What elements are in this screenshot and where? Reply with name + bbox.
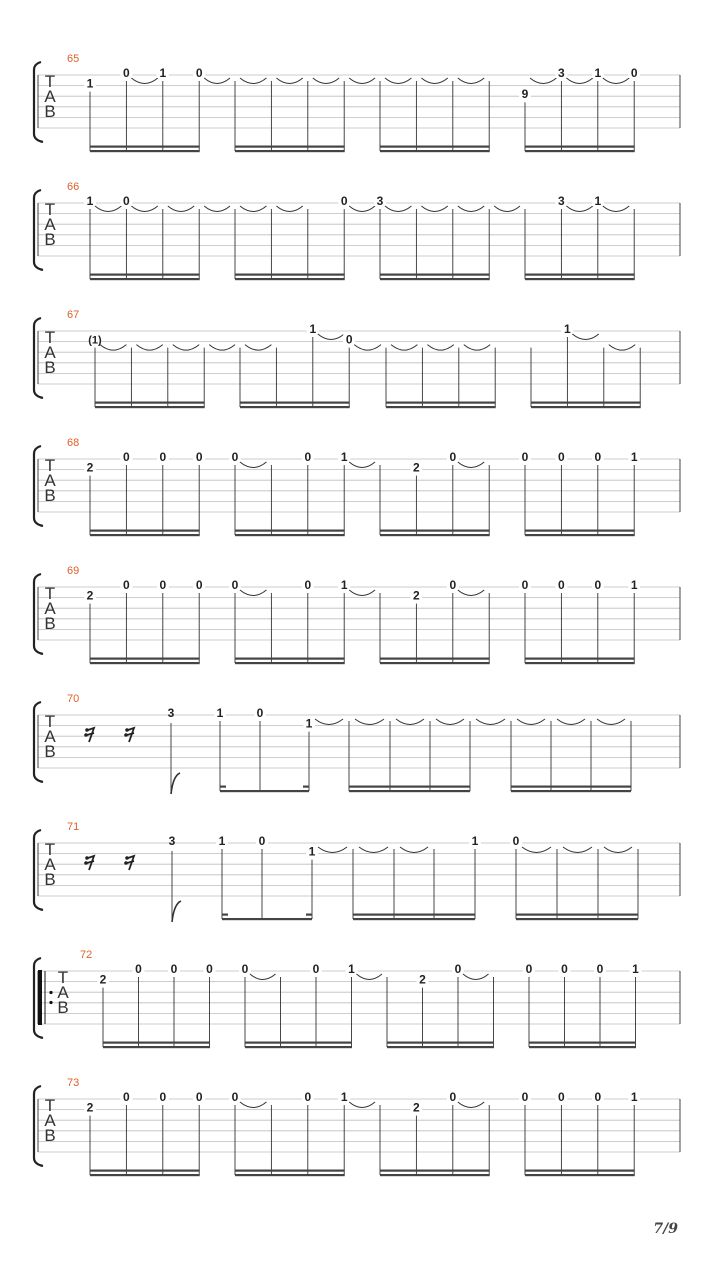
repeat-dot: [49, 1001, 52, 1004]
measure-number: 72: [80, 949, 93, 961]
fret-number: 0: [195, 450, 203, 464]
tie-arc: [315, 719, 343, 725]
tie-arc: [100, 345, 126, 351]
beam: [90, 662, 200, 664]
beam: [380, 530, 490, 532]
tie-arc: [354, 345, 381, 351]
beam: [235, 534, 345, 536]
tie-arc: [464, 345, 490, 351]
fret-number: 0: [525, 962, 533, 976]
fret-number: 2: [86, 460, 94, 475]
beam: [380, 534, 490, 536]
beam: [380, 274, 490, 276]
fret-number: 0: [558, 1090, 565, 1104]
fret-number: 0: [170, 962, 178, 976]
rest-dot: [84, 861, 88, 865]
fret-number: 0: [521, 1090, 529, 1104]
tie-arc: [458, 206, 484, 212]
rest-dot: [85, 728, 89, 732]
tie-arc: [396, 719, 424, 725]
beam: [380, 146, 490, 148]
beam: [525, 150, 635, 152]
beam: [90, 534, 200, 536]
fret-number: 1: [348, 962, 355, 976]
fret-number: 1: [632, 962, 639, 976]
tie-arc: [276, 206, 302, 212]
fret-number: 0: [561, 962, 568, 976]
tie-arc: [458, 78, 484, 84]
beam: [240, 406, 350, 408]
rest-dot: [85, 856, 89, 860]
tie-arc: [421, 206, 447, 212]
tie-arc: [245, 345, 271, 351]
fret-number: 3: [558, 194, 565, 208]
tie-arc: [609, 345, 635, 351]
fret-number: 0: [159, 1090, 167, 1104]
tie-arc: [522, 847, 551, 853]
tie-arc: [173, 345, 199, 351]
rest-dot: [125, 856, 129, 860]
tab-clef-letter: A: [44, 471, 56, 490]
fret-number: 0: [449, 578, 457, 592]
tab-clef-letter: B: [44, 358, 56, 377]
fret-number: 1: [564, 322, 571, 336]
beam: [525, 658, 635, 660]
beam: [529, 1046, 636, 1048]
tie-arc: [391, 345, 417, 351]
fret-number: 2: [413, 588, 420, 603]
beam: [531, 406, 641, 408]
beam: [90, 150, 200, 152]
tie-arc: [400, 847, 428, 853]
beam: [103, 1046, 210, 1048]
tie-arc: [458, 590, 484, 596]
beam: [90, 274, 200, 276]
beam: [235, 274, 345, 276]
tie-arc: [357, 974, 383, 980]
fret-number: 0: [594, 578, 602, 592]
beam: [349, 790, 470, 792]
beam: [349, 786, 470, 788]
beam: [380, 662, 490, 664]
tab-clef-letter: T: [44, 72, 56, 91]
tie-arc: [436, 719, 464, 725]
tie-arc: [349, 78, 375, 84]
beam: [380, 658, 490, 660]
tie-arc: [563, 847, 592, 853]
tab-clef-letter: B: [44, 1126, 56, 1145]
tie-arc: [209, 345, 235, 351]
fret-number: 0: [256, 706, 264, 720]
beam: [380, 150, 490, 152]
fret-number: 0: [241, 962, 249, 976]
fret-number: 0: [304, 1090, 312, 1104]
fret-number: 0: [340, 194, 348, 208]
fret-number: 0: [512, 834, 520, 848]
measure-number: 71: [67, 821, 80, 833]
tab-clef-letter: A: [57, 983, 69, 1002]
tie-arc: [349, 590, 375, 596]
note-flag: [171, 773, 180, 794]
fret-number: 0: [521, 450, 529, 464]
rest-dot: [84, 733, 88, 737]
rest-dot: [124, 861, 128, 865]
beam: [222, 918, 312, 920]
fret-number: 0: [159, 578, 167, 592]
staff-system: [34, 693, 680, 794]
tie-arc: [240, 78, 266, 84]
beam: [90, 1170, 200, 1172]
fret-number: 3: [376, 194, 384, 208]
tie-arc: [318, 847, 347, 853]
tie-arc: [250, 974, 276, 980]
beam: [90, 530, 200, 532]
beam: [235, 146, 345, 148]
tie-arc: [204, 206, 230, 212]
fret-number: 2: [413, 460, 420, 475]
tie-arc: [603, 206, 629, 212]
rest-dot: [125, 728, 129, 732]
tab-clef-letter: T: [44, 200, 56, 219]
beam: [95, 402, 205, 404]
beam: [525, 278, 635, 280]
tie-arc: [276, 78, 302, 84]
beam: [220, 790, 309, 792]
tie-arc: [349, 206, 375, 212]
fret-number: 0: [123, 1090, 130, 1104]
tab-clef-letter: A: [44, 599, 56, 618]
tab-clef-letter: B: [44, 102, 56, 121]
fret-number: 0: [206, 962, 213, 976]
fret-number: 1: [305, 716, 313, 731]
beam: [90, 278, 200, 280]
beam: [90, 1174, 200, 1176]
beam: [380, 1174, 490, 1176]
beam: [387, 1046, 494, 1048]
beam: [525, 146, 635, 148]
fret-number: 0: [231, 450, 239, 464]
fret-number: 0: [231, 1090, 239, 1104]
tie-arc: [240, 462, 266, 468]
tie-arc: [530, 78, 556, 84]
staff-system: [34, 53, 680, 152]
beam: [220, 786, 226, 788]
beam: [353, 918, 475, 920]
fret-number: (1): [88, 334, 102, 347]
fret-number: 1: [86, 194, 94, 208]
tie-arc: [318, 334, 344, 340]
tab-clef-letter: B: [44, 614, 56, 633]
beam: [525, 274, 635, 276]
fret-number: 2: [86, 588, 94, 603]
beam: [90, 146, 200, 148]
tab-clef-letter: B: [44, 870, 56, 889]
tab-clef-letter: A: [44, 215, 56, 234]
tie-arc: [463, 974, 489, 980]
tie-arc: [349, 1102, 375, 1108]
beam: [235, 1174, 345, 1176]
beam: [380, 278, 490, 280]
page-number: 7/9: [653, 1221, 678, 1237]
beam: [525, 534, 635, 536]
tie-arc: [597, 719, 625, 725]
note-flag: [172, 901, 181, 922]
measure-number: 70: [67, 693, 80, 705]
tab-clef-letter: T: [44, 456, 56, 475]
fret-number: 9: [521, 87, 529, 102]
beam: [235, 658, 345, 660]
tie-arc: [557, 719, 585, 725]
beam: [303, 786, 309, 788]
beam: [90, 658, 200, 660]
beam: [531, 402, 641, 404]
fret-number: 3: [167, 706, 175, 720]
staff-system: [34, 181, 680, 280]
tie-arc: [458, 1102, 484, 1108]
tab-clef-letter: T: [44, 1096, 56, 1115]
beam: [380, 1170, 490, 1172]
fret-number: 1: [630, 450, 638, 464]
fret-number: 0: [123, 66, 130, 80]
tie-arc: [566, 206, 592, 212]
staff-system: [34, 821, 680, 922]
fret-number: 0: [195, 66, 203, 80]
tie-arc: [566, 78, 592, 84]
tie-arc: [240, 206, 266, 212]
fret-number: 1: [159, 66, 167, 80]
tie-arc: [355, 719, 384, 725]
tie-arc: [204, 78, 230, 84]
beam: [525, 530, 635, 532]
fret-number: 1: [630, 1090, 638, 1104]
fret-number: 3: [168, 834, 176, 848]
tie-arc: [95, 206, 121, 212]
fret-number: 1: [216, 706, 224, 720]
fret-number: 1: [218, 834, 226, 848]
tab-clef-letter: T: [57, 968, 69, 987]
beam: [525, 662, 635, 664]
fret-number: 0: [304, 450, 312, 464]
staff-system: [34, 949, 680, 1048]
tie-arc: [131, 78, 157, 84]
fret-number: 0: [123, 194, 130, 208]
tie-arc: [476, 719, 505, 725]
rest-dot: [124, 733, 128, 737]
fret-number: 2: [419, 972, 426, 987]
tab-clef-letter: A: [44, 87, 56, 106]
tab-clef-letter: T: [44, 840, 56, 859]
staff-system: [34, 1077, 680, 1176]
fret-number: 2: [99, 972, 107, 987]
fret-number: 0: [123, 578, 130, 592]
tie-arc: [240, 1102, 266, 1108]
tab-clef-letter: B: [44, 486, 56, 505]
beam: [525, 1170, 635, 1172]
beam: [525, 1174, 635, 1176]
tab-clef-letter: T: [44, 712, 56, 731]
fret-number: 0: [312, 962, 320, 976]
fret-number: 0: [449, 1090, 457, 1104]
tab-clef-letter: A: [44, 343, 56, 362]
fret-number: 0: [521, 578, 529, 592]
measure-number: 69: [67, 565, 80, 577]
beam: [245, 1042, 352, 1044]
fret-number: 1: [86, 76, 94, 91]
beam: [240, 402, 350, 404]
tie-arc: [131, 206, 157, 212]
beam: [516, 914, 638, 916]
tie-arc: [385, 206, 411, 212]
tie-arc: [494, 206, 520, 212]
tie-arc: [458, 462, 484, 468]
measure-number: 66: [67, 181, 80, 193]
beam: [353, 914, 475, 916]
beam: [386, 402, 496, 404]
fret-number: 0: [123, 450, 130, 464]
tie-arc: [313, 78, 339, 84]
fret-number: 0: [449, 450, 457, 464]
fret-number: 0: [594, 450, 602, 464]
fret-number: 1: [308, 844, 316, 859]
tie-arc: [572, 334, 598, 340]
fret-number: 1: [630, 578, 638, 592]
fret-number: 0: [258, 834, 266, 848]
measure-number: 67: [67, 309, 80, 321]
beam: [516, 918, 638, 920]
tab-clef-letter: A: [44, 1111, 56, 1130]
fret-number: 2: [86, 1100, 94, 1115]
fret-number: 0: [195, 1090, 203, 1104]
tab-clef-letter: B: [57, 998, 69, 1017]
tab-clef-letter: T: [44, 584, 56, 603]
tie-arc: [421, 78, 447, 84]
beam: [386, 406, 496, 408]
fret-number: 1: [594, 194, 602, 208]
fret-number: 1: [594, 66, 602, 80]
beam: [529, 1042, 636, 1044]
measure-number: 73: [67, 1077, 80, 1089]
repeat-thick-bar: [38, 970, 42, 1025]
fret-number: 0: [594, 1090, 602, 1104]
repeat-dot: [49, 991, 52, 994]
tab-clef-letter: A: [44, 727, 56, 746]
beam: [306, 914, 312, 916]
tab-clef-letter: B: [44, 230, 56, 249]
beam: [511, 790, 631, 792]
fret-number: 0: [630, 66, 638, 80]
measure-number: 68: [67, 437, 80, 449]
tab-clef-letter: T: [44, 328, 56, 347]
beam: [245, 1046, 352, 1048]
fret-number: 0: [135, 962, 142, 976]
tie-arc: [136, 345, 162, 351]
tie-arc: [349, 462, 375, 468]
beam: [222, 914, 228, 916]
tie-arc: [359, 847, 388, 853]
fret-number: 3: [558, 66, 565, 80]
fret-number: 0: [558, 578, 565, 592]
fret-number: 0: [195, 578, 203, 592]
fret-number: 0: [558, 450, 565, 464]
fret-number: 0: [596, 962, 604, 976]
tie-arc: [427, 345, 453, 351]
tie-arc: [168, 206, 194, 212]
fret-number: 1: [340, 1090, 348, 1104]
beam: [235, 150, 345, 152]
staff-system: [34, 437, 680, 536]
fret-number: 2: [413, 1100, 420, 1115]
fret-number: 0: [345, 332, 353, 347]
fret-number: 0: [159, 450, 167, 464]
tab-clef-letter: B: [44, 742, 56, 761]
beam: [235, 662, 345, 664]
beam: [235, 278, 345, 280]
beam: [387, 1042, 494, 1044]
fret-number: 0: [454, 962, 462, 976]
staff-system: [34, 309, 680, 408]
staff-system: [34, 565, 680, 664]
fret-number: 1: [309, 322, 317, 336]
fret-number: 1: [471, 834, 479, 848]
beam: [235, 1170, 345, 1172]
fret-number: 0: [231, 578, 239, 592]
tie-arc: [385, 78, 411, 84]
tie-arc: [603, 78, 629, 84]
fret-number: 1: [340, 450, 348, 464]
beam: [511, 786, 631, 788]
beam: [103, 1042, 210, 1044]
beam: [95, 406, 205, 408]
tie-arc: [517, 719, 545, 725]
beam: [235, 530, 345, 532]
fret-number: 1: [340, 578, 348, 592]
tab-clef-letter: A: [44, 855, 56, 874]
measure-number: 65: [67, 53, 80, 65]
tie-arc: [240, 590, 266, 596]
tie-arc: [604, 847, 632, 853]
fret-number: 0: [304, 578, 312, 592]
